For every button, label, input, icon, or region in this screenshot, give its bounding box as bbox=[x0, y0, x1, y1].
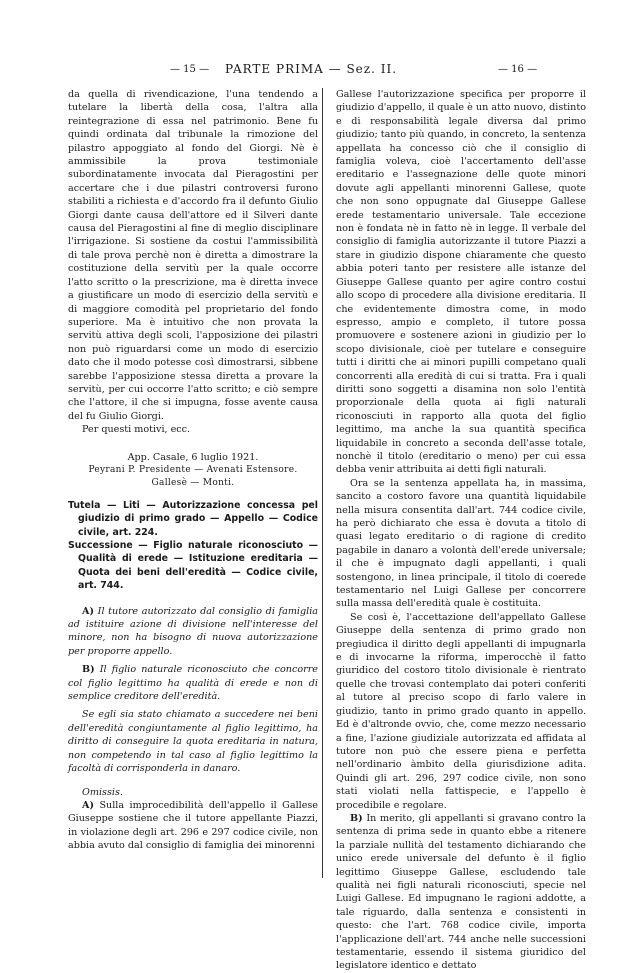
column-divider bbox=[322, 88, 323, 878]
maxim-text: Il figlio naturale riconosciuto che concorre col figlio legittimo ha qualità di erede e non di semplice creditore dell'eredità. bbox=[68, 664, 318, 703]
case-citation: App. Casale, 6 luglio 1921. bbox=[127, 451, 259, 463]
judges-line: Peyrani P. Presidente — Avenati Estensore. bbox=[88, 464, 298, 475]
maxim: Se egli sia stato chiamato a succedere nei beni dell'eredità congiuntamente al figlio legittimo, ha diritto di conseguire la quota ereditaria in natura, non competendo in tal caso al figlio legittimo la facoltà di corrisponderla in danaro. bbox=[68, 709, 318, 775]
body-paragraph: Ora se la sentenza appellata ha, in massima, sancito a costoro favore una quantità liquidabile nella misura consentita dall'art. 744 codice civile, ha però dichiarato che essa è dovuta a titolo di quasi legato ereditario o di ragione di credito pagabile in danaro a volontà dell'erede universale; il che è impugnato dagli appellanti, i quali sostengono, in linea principale, il titolo di coerede testamentario nel Luigi Gallese per concorrere sulla massa dell'eredità quale è costituita. bbox=[336, 477, 586, 610]
maxim-text: Il tutore autorizzato dal consiglio di famiglia ad istituire azione di divisione nell'interesse del minore, non ha bisogno di nuova autorizzazione per proporre appello. bbox=[68, 605, 318, 657]
section-heading: Tutela — Liti — Autorizzazione concessa pel giudizio di primo grado — Appello — Codice civile, art. 224. bbox=[68, 499, 318, 538]
omissis: Omissis. bbox=[82, 786, 123, 798]
body-paragraph: Gallese l'autorizzazione specifica per proporre il giudizio d'appello, il quale è un atto nuovo, distinto e di responsabilità legale diversa dal primo giudizio; tanto più quando, in concreto, la sentenza appellata ha concesso ciò che il consiglio di famiglia voleva, cioè l'accertamento dell'asse ereditario e l'assegnazione delle quote minori dovute agli appellanti minorenni Gallese, quote che non sono oppugnate dal Giuseppe Gallese erede testamentario universale. Tale eccezione non è fondata nè in fatto nè in legge. Il verbale del consiglio di famiglia autorizzante il tutore Piazzi a stare in giudizio dispone chiaramente che questo abbia poteri tanto per resistere alle istanze del Giuseppe Gallese quanto per agire contro costui allo scopo di procedere alla divisione ereditaria. Il che evidentemente dimostra come, in modo espresso, ampio e completo, il tutore possa promuovere e sostenere azioni in giudizio per lo scopo divisionale, cioè per tutelare e conseguire tutti i diritti che ai minori pupilli competano quali concorrenti alla eredità di cui si tratta. Fra i quali diritti sono soggetti a disamina non solo l'entità proporzionale della quota ai figli naturali riconosciuti in rapporto alla quota del figlio legittimo, ma anche la sua quantità specifica liquidabile in concreto a seconda dell'asse totale, nonchè il titolo (ereditario o meno) per cui essa debba venir attribuita ai detti figli naturali. bbox=[336, 89, 586, 476]
body-text: In merito, gli appellanti si gravano contro la sentenza di prima sede in quanto ebbe a ritenere la parziale nullità del testamento dichiarando che unico erede universale del defunto è il figlio legittimo Giuseppe Gallese, escludendo tale qualità nei figli naturali riconosciuti, specie nel Luigi Gallese. Ed impugnano le ragioni addotte, a tale riguardo, dalla sentenza e consistenti in questo: che l'art. 768 codice civile, importa l'applicazione dell'art. 744 anche nelle successioni testamentarie, essendo il sistema giuridico del legislatore identico e dettato bbox=[336, 812, 586, 972]
body-paragraph bbox=[68, 799, 318, 853]
page-header bbox=[50, 62, 572, 78]
section-letter: A) bbox=[82, 799, 94, 811]
page-number-left: — 15 — bbox=[170, 64, 210, 75]
body-paragraph: Per questi motivi, ecc. bbox=[82, 424, 191, 436]
maxim bbox=[68, 663, 318, 703]
body-paragraph: Se così è, l'accettazione dell'appellato Gallese Giuseppe della sentenza di primo grado non pregiudica il diritto degli appellanti di impugnarla e di invocarne la riforma, imperocchè il fatto giuridico del costoro titolo divisionale è rientrato quelle che trovasi contemplato dai poteri conferiti al tutore al preciso scopo di farlo valere in giudizio, tanto in primo grado quanto in appello. Ed è d'altronde ovvio, che, come mezzo necessario a fine, l'azione giudiziale autorizzata ed affidata al tutore non può che essere piena e perfetta nell'ordinario àmbito della giurisdizione adita. Quindi gli art. 296, 297 codice civile, non sono stati violati nella fattispecie, e l'appello è procedibile e regolare. bbox=[336, 611, 586, 811]
right-column bbox=[336, 88, 586, 973]
body-paragraph: da quella di rivendicazione, l'una tendendo a tutelare la libertà della cosa, l'altra alla reintegrazione di essa nel patrimonio. Bene fu quindi ordinata dal tribunale la rimozione del pilastro appoggiato al fondo del Giorgi. Nè è ammissibile la prova testimoniale subordinatamente invocata dal Pieragostini per accertare che i due pilastri controversi furono stabiliti a richiesta e d'accordo fra il defunto Giulio Giorgi dante causa dell'attore ed il Silveri dante causa del Pieragostini al fine di meglio disciplinare l'irrigazione. Si sostiene da costui l'ammissibilità di tale prova perchè non è diretta a dimostrare la costituzione della servitù per la quale occorre l'atto scritto o la prescrizione, ma è diretta invece a giustificare un modo di esercizio della servitù e di maggiore comodità pel proprietario del fondo superiore. Ma è intuitivo che non provata la servitù attiva degli scoli, l'apposizione dei pilastri non può riguardarsi come un modo di esercizio dato che il modo potesse così dimostrarsi, sibbene sarebbe l'apposizione stessa diretta a provare la servitù, per cui occorre l'atto scritto; e ciò sempre che l'attore, il che si impugna, fosse avente causa del fu Giulio Giorgi. bbox=[68, 89, 318, 422]
body-paragraph bbox=[336, 812, 586, 973]
judges-line: Gallesè — Monti. bbox=[151, 478, 235, 489]
maxim bbox=[68, 605, 318, 659]
running-title: PARTE PRIMA — Sez. II. bbox=[224, 62, 398, 76]
maxim-letter: A) bbox=[82, 605, 94, 617]
section-letter: B) bbox=[350, 812, 363, 824]
left-column bbox=[68, 88, 318, 853]
body-text: Sulla improcedibilità dell'appello il Gallese Giuseppe sostiene che il tutore appellante Piazzi, in violazione degli art. 296 e 297 codice civile, non abbia avuto dal consiglio di famiglia dei minorenni bbox=[68, 799, 318, 852]
page-number-right: — 16 — bbox=[498, 64, 538, 75]
maxim-letter: B) bbox=[82, 664, 95, 676]
section-heading: Successione — Figlio naturale riconosciuto — Qualità di erede — Istituzione ereditaria — Quota dei beni dell'eredità — Codice civile, art. 744. bbox=[68, 540, 318, 592]
